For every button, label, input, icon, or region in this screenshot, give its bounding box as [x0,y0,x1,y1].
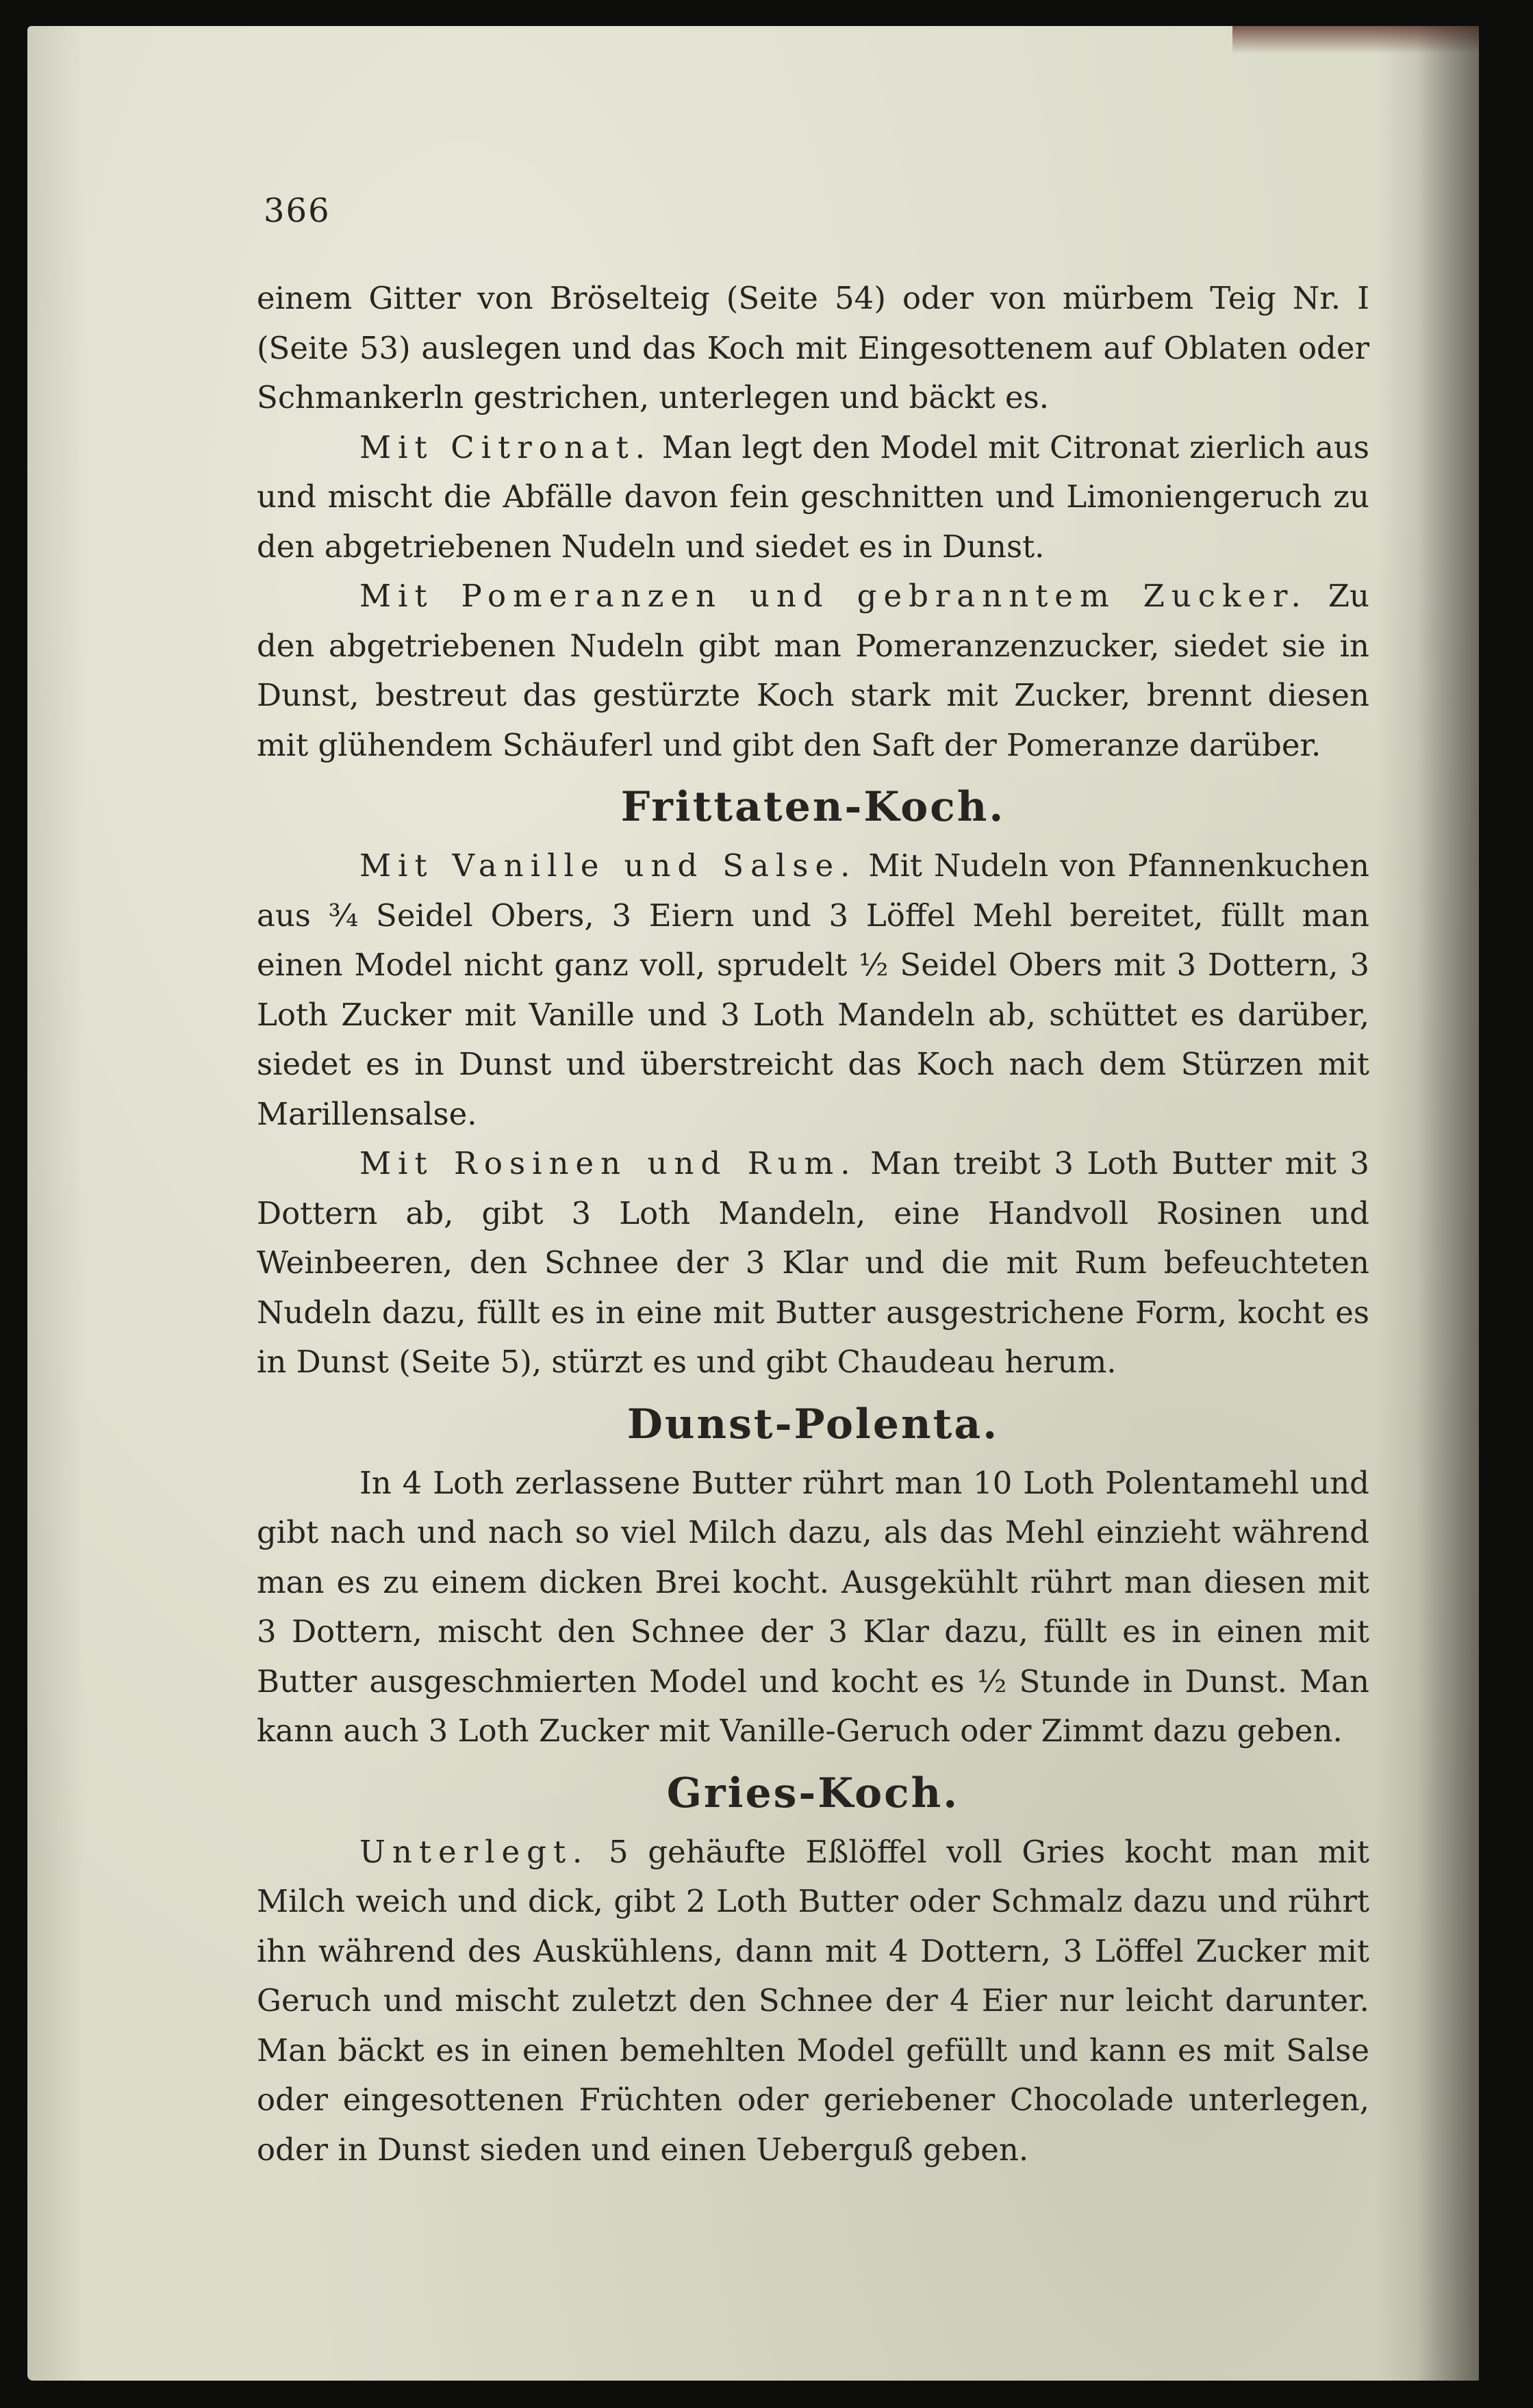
page-gutter-shadow [1417,26,1479,2381]
frittaten-rosinen-paragraph [257,1139,1369,1387]
gries-heading: Gries-Koch. [666,1769,960,1817]
polenta-heading: Dunst-Polenta. [626,1400,1000,1448]
frittaten-vanille-paragraph [257,841,1369,1139]
frittaten-vanille-label: Mit Vanille und Salse. [359,847,857,884]
citronat-label: Mit Citronat. [359,428,653,465]
pomeranzen-text: Zu den abgetriebenen Nudeln gibt man Pomeranzenzucker, siedet sie in Dunst, bestreut das gestürzte Koch stark mit Zucker, brennt diesen mit glühendem Schäuferl und gibt den Saft der Pomeranze darüber. [257,578,1370,763]
page-number: 366 [264,192,331,230]
frittaten-rosinen-text: Man treibt 3 Loth Butter mit 3 Dottern ab, gibt 3 Loth Mandeln, eine Handvoll Rosinen und Weinbeeren, den Schnee der 3 Klar und die mit Rum befeuchteten Nudeln dazu, füllt es in eine mit Butter ausgestrichene Form, kocht es in Dunst (Seite 5), stürzt es und gibt Chaudeau herum. [257,1145,1369,1380]
gries-label: Unterlegt. [359,1833,590,1870]
citronat-text: Man legt den Model mit Citronat zierlich aus und mischt die Abfälle davon fein geschnitten und Limoniengeruch zu den abgetriebenen Nudeln und siedet es in Dunst. [257,428,1369,565]
gries-text: 5 gehäufte Eßlöffel voll Gries kocht man mit Milch weich und dick, gibt 2 Loth Butter oder Schmalz dazu und rührt ihn während des Auskühlens, dann mit 4 Dottern, 3 Löffel Zucker mit Geruch und mischt zuletzt den Schnee der 4 Eier nur leicht darunter. Man bäckt es in einen bemehlten Model gefüllt und kann es mit Salse oder eingesottenen Früchten oder geriebener Chocolade unterlegen, oder in Dunst sieden und einen Ueberguß geben. [257,1833,1370,2168]
frittaten-heading: Frittaten-Koch. [620,783,1006,831]
page-body [257,274,1369,2175]
frittaten-rosinen-label: Mit Rosinen und Rum. [359,1145,857,1181]
citronat-paragraph [257,423,1369,572]
pomeranzen-paragraph [257,572,1369,770]
frittaten-vanille-text: Mit Nudeln von Pfannenkuchen aus ¾ Seidel Obers, 3 Eiern und 3 Löffel Mehl bereitet, füllt man einen Model nicht ganz voll, sprudelt ½ Seidel Obers mit 3 Dottern, 3 Loth Zucker mit Vanille und 3 Loth Mandeln ab, schüttet es darüber, siedet es in Dunst und überstreicht das Koch nach dem Stürzen mit Marillensalse. [257,847,1370,1132]
gries-paragraph [257,1828,1369,2175]
pomeranzen-label: Mit Pomeranzen und gebranntem Zucker. [359,578,1308,614]
polenta-paragraph: In 4 Loth zerlassene Butter rührt man 10 Loth Polentamehl und gibt nach und nach so viel Milch dazu, als das Mehl einzieht während man es zu einem dicken Brei kocht. Ausgekühlt rührt man diesen mit 3 Dottern, mischt den Schnee der 3 Klar dazu, füllt es in einen mit Butter ausgeschmierten Model und kocht es ½ Stunde in Dunst. Man kann auch 3 Loth Zucker mit Vanille-Geruch oder Zimmt dazu geben. [257,1464,1369,1749]
intro-paragraph: einem Gitter von Bröselteig (Seite 54) oder von mürbem Teig Nr. I (Seite 53) auslegen und das Koch mit Eingesottenem auf Oblaten oder Schmankerln gestrichen, unterlegen und bäckt es. [257,280,1369,415]
